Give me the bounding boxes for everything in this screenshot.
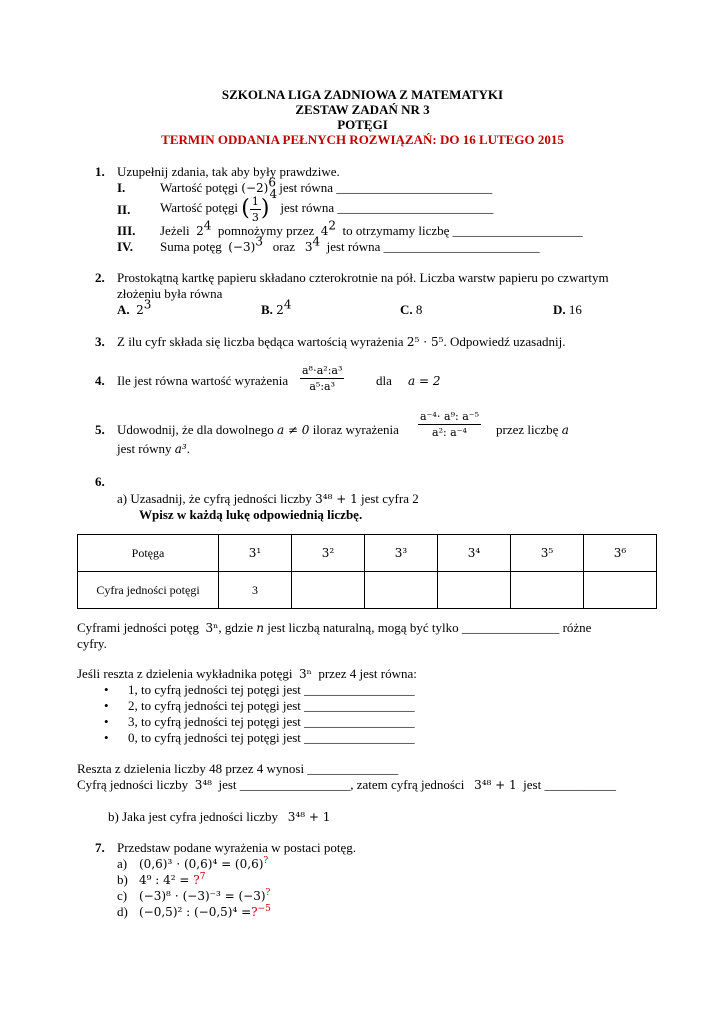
task4-denominator: a⁵:a³ — [309, 380, 336, 393]
task6-a-text: a) Uzasadnij, że cyfrą jedności liczby — [117, 491, 312, 506]
task1-i-label: I. — [117, 180, 126, 195]
power-cell: 3⁶ — [584, 535, 657, 572]
task3-tail: . Odpowiedź uzasadnij. — [443, 334, 566, 349]
task1-i-base: (−2) — [241, 181, 269, 195]
task6-a-tail: jest cyfra 2 — [360, 491, 419, 506]
option-b-label: B. — [261, 302, 273, 317]
cyfra48-expression2: 3⁴⁸ + 1 — [474, 778, 517, 792]
table-header-cell: Potęga — [78, 535, 219, 572]
task5-text2: iloraz wyrażenia — [312, 422, 399, 437]
task4-fraction — [300, 363, 344, 394]
table-row-digits — [78, 572, 657, 609]
task4-dla: dla — [376, 373, 392, 388]
cyfra48-expression1: 3⁴⁸ — [194, 778, 212, 792]
fraction-denominator: 3 — [251, 210, 259, 224]
task1-iv-base1: (−3) — [228, 240, 256, 254]
task5-condition: a ≠ 0 — [276, 423, 310, 437]
cyfry-text1: Cyframi jedności potęg — [77, 620, 200, 635]
bullet-icon: • — [104, 730, 109, 745]
cyfry-expression: 3ⁿ — [205, 621, 219, 635]
task7-d-exp: −5 — [257, 904, 271, 914]
digit-cell: 3 — [219, 572, 292, 609]
task7-a-expression: (0,6)³ ⋅ (0,6)⁴ = (0,6) — [139, 857, 264, 871]
task5-number: 5. — [95, 422, 105, 437]
task1-iv-base2: 3 — [304, 240, 313, 254]
bullet-text: 2, to cyfrą jedności tej potęgi jest _________________ — [128, 698, 415, 713]
option-d-value: 16 — [568, 302, 582, 317]
task3-number: 3. — [95, 334, 105, 349]
task5-line2-text: jest równy — [117, 441, 172, 456]
task1-iv-label: IV. — [117, 239, 134, 254]
task7-number: 7. — [95, 840, 105, 855]
digit-cell[interactable] — [511, 572, 584, 609]
fraction-numerator: 1 — [251, 194, 259, 208]
task1-iii-mid: pomnożymy przez — [217, 223, 315, 238]
task1-iii-exp2: 2 — [328, 218, 337, 233]
task5-end: . — [186, 441, 190, 456]
cyfry-text2: , gdzie — [218, 620, 254, 635]
bullet-icon: • — [104, 714, 109, 729]
bullet-item — [104, 730, 415, 746]
bullet-item — [104, 714, 415, 730]
reszta-intro-text1: Jeśli reszta z dzielenia wykładnika potęgi — [77, 666, 293, 681]
digit-cell[interactable] — [292, 572, 365, 609]
task1-ii-fraction — [250, 194, 261, 225]
task1-ii-exp: 4 — [269, 187, 278, 201]
task4-frac — [300, 363, 344, 394]
cyfry-line2: cyfry. — [77, 636, 107, 651]
option-a-exp: 3 — [143, 297, 152, 312]
task1-intro: Uzupełnij zdania, tak aby były prawdziwe. — [117, 164, 340, 179]
reszta-intro-text2: przez 4 jest równa: — [318, 666, 417, 681]
task7-b-question: ? — [193, 873, 200, 887]
task1-iii-tail: to otrzymamy liczbę ____________________ — [342, 223, 583, 238]
cyfry-text3: jest liczbą naturalną, mogą być tylko _______________ różne — [267, 620, 592, 635]
cyfra48-text2: jest _________________, zatem cyfrą jedności — [218, 777, 465, 792]
task5-fraction — [418, 409, 481, 440]
bullet-icon: • — [104, 682, 109, 697]
task1-iii-exp1: 4 — [203, 218, 212, 233]
cyfra48-text3: jest ___________ — [523, 777, 616, 792]
task5-result: a³ — [174, 442, 187, 456]
reszta-expression: 3ⁿ — [299, 667, 312, 681]
right-paren: ) — [260, 196, 270, 222]
task1-iv-mid: oraz — [272, 239, 296, 254]
task5-variable: a — [561, 423, 569, 437]
table-header-cell: Cyfra jedności potęgi — [78, 572, 219, 609]
task1-iii-base2: 4 — [320, 224, 329, 238]
bullet-text: 1, to cyfrą jedności tej potęgi jest _________________ — [128, 682, 415, 697]
task3-expression: 2⁵ ⋅ 5⁵ — [406, 335, 444, 349]
task1-i-exp: 6 — [268, 175, 276, 190]
task1-iii-line — [160, 218, 583, 239]
task4-condition: a = 2 — [408, 374, 441, 388]
cyfry-n: n — [256, 621, 264, 635]
task7-intro: Przedstaw podane wyrażenia w postaci potęg. — [117, 840, 356, 855]
task7-b-line — [139, 872, 205, 888]
task7-b-exp: 7 — [199, 872, 206, 882]
power-cell: 3² — [292, 535, 365, 572]
task1-iv-tail: jest równa ________________________ — [326, 239, 540, 254]
task1-ii-tail: jest równa ________________________ — [280, 200, 494, 215]
bullet-icon: • — [104, 698, 109, 713]
task5-text: Udowodnij, że dla dowolnego — [117, 422, 274, 437]
task1-iii-label: III. — [117, 223, 136, 238]
task4-numerator: a⁸⋅a²:a³ — [302, 364, 343, 377]
task5-line1-end — [496, 422, 569, 438]
option-d-label: D. — [553, 302, 566, 317]
task1-ii-text: Wartość potęgi — [160, 200, 239, 215]
task7-a-line — [139, 856, 268, 872]
task5-frac — [418, 409, 481, 440]
task2-line1: Prostokątną kartkę papieru składano czterokrotnie na pół. Liczba warstw papieru po czwartym — [117, 270, 609, 285]
task7-c-expression: (−3)⁸ ⋅ (−3)⁻³ = (−3) — [139, 889, 266, 903]
task1-iv-exp1: 3 — [255, 234, 263, 249]
power-cell: 3⁴ — [438, 535, 511, 572]
deadline: TERMIN ODDANIA PEŁNYCH ROZWIĄZAŃ: DO 16 LUTEGO 2015 — [161, 132, 564, 147]
task6-a-expression: 3⁴⁸ + 1 — [315, 492, 358, 506]
power-cell: 3³ — [365, 535, 438, 572]
title-line-1: SZKOLNA LIGA ZADNIOWA Z MATEMATYKI — [221, 87, 504, 102]
task1-iv-line — [160, 234, 540, 255]
task3-text: Z ilu cyfr składa się liczba będąca wartością wyrażenia — [117, 334, 404, 349]
task6-b-line — [108, 809, 330, 825]
task6-instruction: Wpisz w każdą lukę odpowiednią liczbę. — [139, 507, 363, 522]
task5-denominator: a²: a⁻⁴ — [432, 426, 467, 439]
digit-cell[interactable] — [365, 572, 438, 609]
task1-number: 1. — [95, 164, 105, 179]
task4-text: Ile jest równa wartość wyrażenia — [117, 373, 289, 388]
digit-cell[interactable] — [584, 572, 657, 609]
task2-number: 2. — [95, 270, 105, 285]
task5-numerator: a⁻⁴⋅ a⁹: a⁻⁵ — [420, 410, 479, 423]
option-c-value: 8 — [415, 302, 423, 317]
power-cell: 3⁵ — [511, 535, 584, 572]
option-b-exp: 4 — [283, 297, 292, 312]
cyfry-line1 — [77, 620, 591, 636]
task2-option-c — [400, 302, 422, 318]
reszta-intro — [77, 666, 417, 682]
task1-iv-text: Suma potęg — [160, 239, 222, 254]
title-line-2: ZESTAW ZADAŃ NR 3 — [295, 102, 430, 117]
bullet-item — [104, 698, 415, 714]
digit-cell[interactable] — [438, 572, 511, 609]
bullet-item — [104, 682, 415, 698]
task7-a-label: a) — [117, 856, 128, 871]
task7-a-question: ? — [263, 856, 269, 866]
title-line-3: POTĘGI — [337, 117, 388, 132]
task2-option-d — [553, 302, 582, 318]
task7-c-label: c) — [117, 888, 128, 903]
task5-line2 — [117, 441, 190, 457]
task5-line1 — [117, 422, 399, 438]
task2-line2: złożeniu była równa — [117, 286, 223, 301]
powers-table — [77, 534, 657, 609]
task2-option-b — [261, 297, 292, 318]
task1-iii-text: Jeżeli — [160, 223, 190, 238]
task1-i-text: Wartość potęgi — [160, 180, 239, 195]
task1-ii-label: II. — [117, 202, 131, 217]
cyfra48-text1: Cyfrą jedności liczby — [77, 777, 189, 792]
cyfra-48-line — [77, 777, 616, 793]
task7-d-line — [139, 904, 271, 920]
table-row-powers — [78, 535, 657, 572]
option-c-label: C. — [400, 302, 413, 317]
task5-text3: przez liczbę — [496, 422, 559, 437]
task7-d-label: d) — [117, 904, 128, 919]
task6-b-expression: 3⁴⁸ + 1 — [287, 810, 331, 824]
task6-number: 6. — [95, 474, 105, 489]
task7-d-question: ? — [251, 905, 258, 919]
task6-a-line — [117, 491, 419, 507]
task7-c-line — [139, 888, 270, 904]
left-paren: ( — [241, 196, 250, 222]
task7-b-label: b) — [117, 872, 128, 887]
option-a-base: 2 — [136, 303, 144, 317]
option-b-base: 2 — [276, 303, 284, 317]
reszta-48: Reszta z dzielenia liczby 48 przez 4 wynosi ______________ — [77, 761, 399, 776]
task1-iii-base1: 2 — [196, 224, 204, 238]
task4-number: 4. — [95, 373, 105, 388]
task3-line — [117, 334, 566, 350]
bullet-text: 3, to cyfrą jedności tej potęgi jest _________________ — [128, 714, 415, 729]
task2-option-a — [117, 297, 152, 318]
task1-i-tail: jest równa ________________________ — [279, 180, 493, 195]
task1-iv-exp2: 4 — [312, 234, 321, 249]
task7-c-question: ? — [265, 888, 271, 898]
task7-b-expression: 4⁹ : 4² = — [139, 873, 194, 887]
task6-b-text: b) Jaka jest cyfra jedności liczby — [108, 809, 279, 824]
option-a-label: A. — [117, 302, 130, 317]
power-cell: 3¹ — [219, 535, 292, 572]
bullet-text: 0, to cyfrą jedności tej potęgi jest _________________ — [128, 730, 415, 745]
task7-d-expression: (−0,5)² : (−0,5)⁴ = — [139, 905, 252, 919]
